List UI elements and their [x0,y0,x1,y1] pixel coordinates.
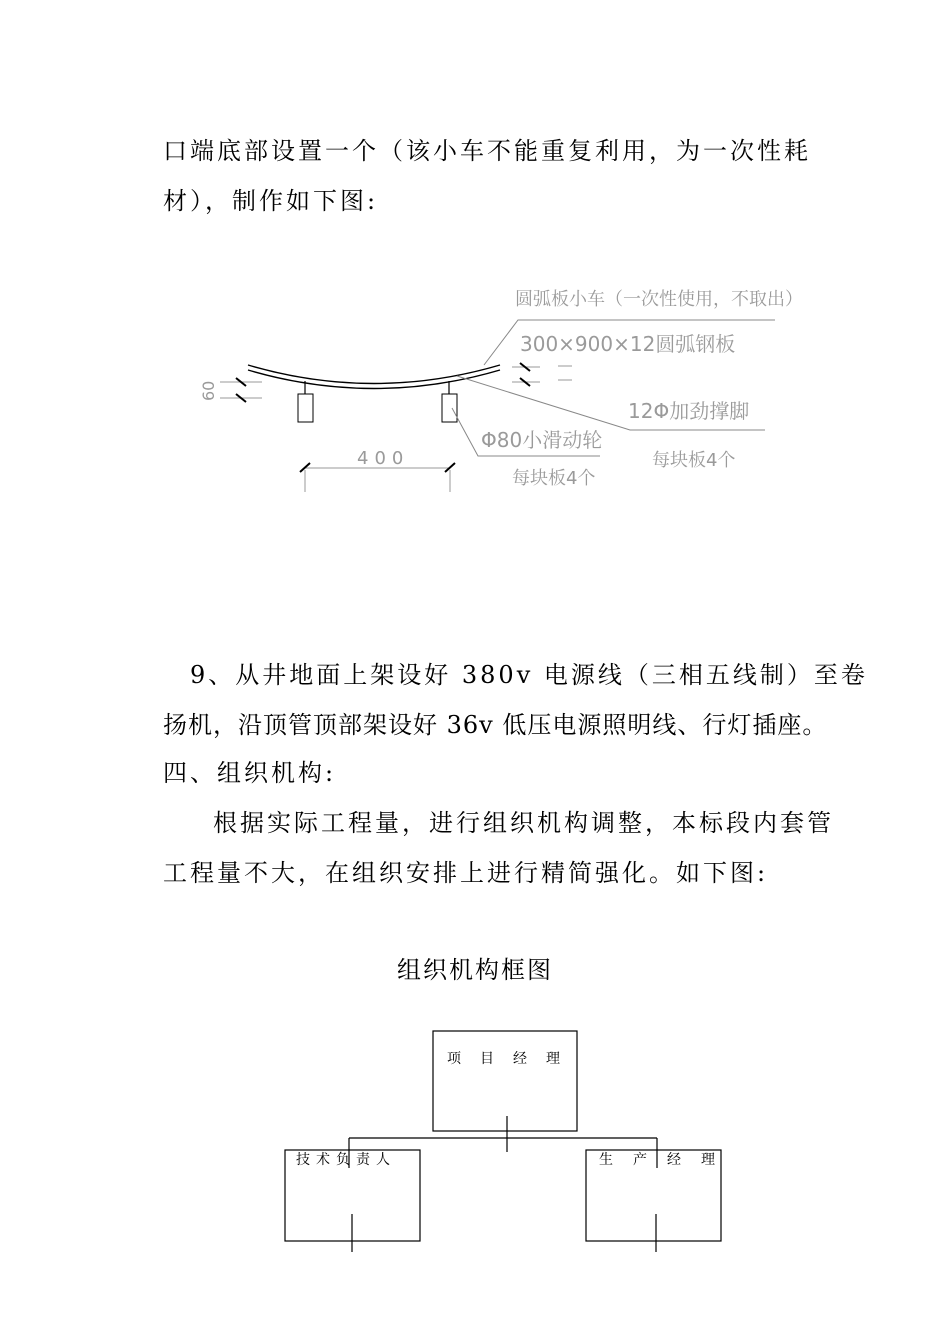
org-box-top [433,1031,577,1131]
paragraph-line-4: 扬机，沿顶管顶部架设好 36v 低压电源照明线、行灯插座。 [163,711,828,739]
paragraph-line-6: 根据实际工程量，进行组织机构调整，本标段内套管 [213,809,834,837]
wheel-right [442,394,457,422]
org-left-label: 技术负责人 [296,1152,396,1168]
arc-plate [248,365,500,384]
dim-spacing: 400 [357,448,410,469]
brace-count: 每块板4个 [652,450,736,471]
cart-title-label: 圆弧板小车（一次性使用，不取出） [515,289,803,310]
section-heading-organization: 四、组织机构: [163,759,337,787]
paragraph-line-3: 9、从井地面上架设好 380v 电源线（三相五线制）至卷 [190,661,868,689]
wheel-left [298,394,313,422]
paragraph-line-7: 工程量不大，在组织安排上进行精简强化。如下图: [163,859,769,887]
dim-height: 60 [199,380,218,401]
wheel-count: 每块板4个 [512,468,596,489]
paragraph-line-2: 材），制作如下图: [163,187,379,215]
org-top-label: 项目经理 [447,1051,579,1067]
brace-label: 12Φ加劲撑脚 [628,399,750,423]
paragraph-line-1: 口端底部设置一个（该小车不能重复利用，为一次性耗 [163,137,811,165]
wheel-label: Φ80小滑动轮 [481,428,603,452]
org-right-label: 生产经理 [599,1152,735,1168]
org-chart-title: 组织机构框图 [397,956,553,984]
plate-label: 300×900×12圆弧钢板 [520,332,736,356]
